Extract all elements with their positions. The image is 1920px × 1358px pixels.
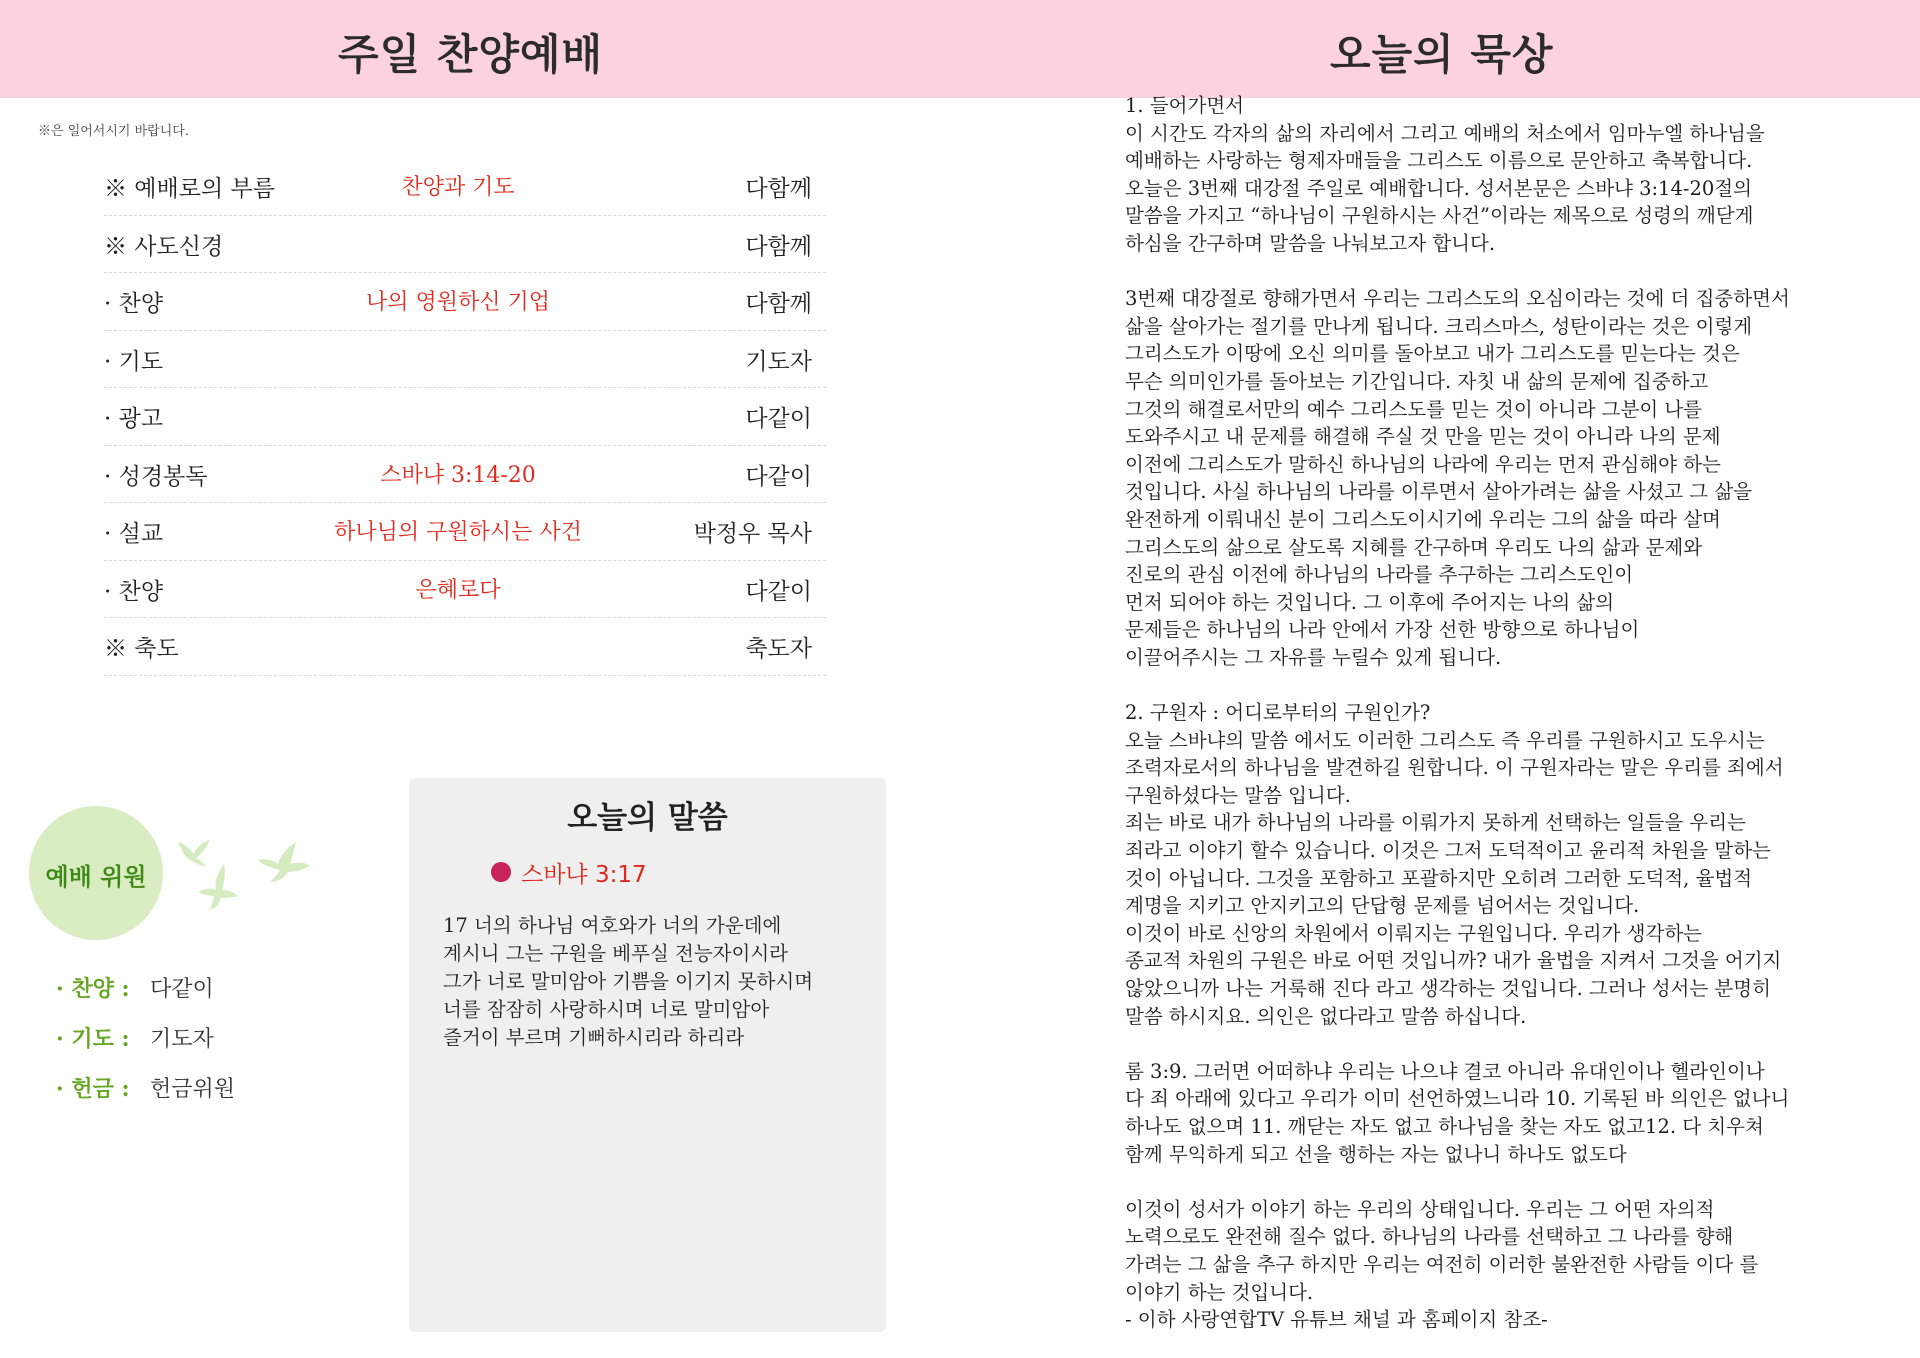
meditation-line: 다 죄 아래에 있다고 우리가 이미 선언하였느니라 10. 기록된 바 의인은 없나니 (1125, 1087, 1790, 1111)
order-leader: 다함께 (745, 291, 812, 317)
order-label: · 찬양 (104, 291, 164, 317)
order-row (104, 158, 826, 216)
order-label: · 설교 (104, 521, 164, 547)
order-title: 하나님의 구원하시는 사건 (334, 520, 582, 545)
meditation-line: 이것이 성서가 이야기 하는 우리의 상태입니다. 우리는 그 어떤 자의적 (1125, 1197, 1715, 1221)
meditation-title: 오늘의 묵상 (1330, 30, 1554, 79)
meditation-line: 2. 구원자 : 어디로부터의 구원인가? (1125, 701, 1431, 725)
meditation-line: 먼저 되어야 하는 것입니다. 그 이후에 주어지는 나의 삶의 (1125, 590, 1615, 614)
order-leader: 다함께 (745, 176, 812, 202)
meditation-line: 예배하는 사랑하는 형제자매들을 그리스도 이름으로 문안하고 축복합니다. (1125, 149, 1753, 173)
meditation-line: 죄라고 이야기 할수 있습니다. 이것은 그저 도덕적이고 윤리적 차원을 말하는 (1125, 839, 1771, 863)
staff-heading-circle (29, 806, 163, 940)
staff-name: 기도자 (150, 1027, 214, 1052)
staff-role: · 기도 : (56, 1026, 130, 1052)
order-row (104, 273, 826, 331)
order-label: · 성경봉독 (104, 463, 208, 490)
meditation-line: 1. 들어가면서 (1125, 94, 1244, 117)
meditation-line: 가려는 그 삶을 추구 하지만 우리는 여전히 이러한 불완전한 사람들 이다 를 (1125, 1252, 1759, 1276)
order-leader: 기도자 (745, 348, 812, 375)
staff-row (56, 972, 214, 1022)
meditation-line: 그리스도가 이땅에 오신 의미를 돌아보고 내가 그리스도를 믿는다는 것은 (1125, 342, 1740, 366)
meditation-line: 않았으니까 나는 거룩해 진다 라고 생각하는 것입니다. 그러나 성서는 분명히 (1125, 977, 1771, 1000)
staff-heading: 예배 위원 (45, 863, 147, 891)
meditation-line: 종교적 차원의 구원은 바로 어떤 것입니까? 내가 율법을 지켜서 그것을 어기지 (1125, 949, 1782, 973)
staff-role: · 찬양 : (56, 976, 130, 1002)
meditation-line: 이끌어주시는 그 자유를 누릴수 있게 됩니다. (1125, 645, 1502, 669)
order-title: 은혜로다 (415, 577, 501, 603)
verse-line: 너를 잠잠히 사랑하시며 너로 말미암아 (443, 998, 770, 1021)
meditation-line: 이것이 바로 신앙의 차원에서 이뤄지는 구원입니다. 우리가 생각하는 (1125, 921, 1703, 945)
meditation-line: 오늘은 3번째 대강절 주일로 예배합니다. 성서본문은 스바냐 3:14-20절의 (1125, 176, 1752, 200)
order-row (104, 388, 826, 446)
order-label: ※ 예배로의 부름 (104, 176, 275, 202)
verse-line: 그가 너로 말미암아 기쁨을 이기지 못하시며 (443, 970, 814, 993)
staff-list (56, 972, 236, 1122)
meditation-line: 이전에 그리스도가 말하신 하나님의 나라에 우리는 먼저 관심해야 하는 (1125, 452, 1721, 476)
meditation-line: 함께 무익하게 되고 선을 행하는 자는 없나니 하나도 없도다 (1125, 1142, 1627, 1166)
verse-reference: 스바냐 3:17 (521, 862, 647, 888)
order-leader: 다같이 (745, 463, 812, 490)
meditation-line: 것이 아닙니다. 그것을 포함하고 포괄하지만 오히려 그러한 도덕적, 율법적 (1125, 866, 1753, 890)
order-title: 찬양과 기도 (401, 175, 515, 200)
meditation-line: 오늘 스바냐의 말씀 에서도 이러한 그리스도 즉 우리를 구원하시고 도우시는 (1125, 728, 1765, 752)
meditation-line: 그것의 해결로서만의 예수 그리스도를 믿는 것이 아니라 그분이 나를 (1125, 397, 1703, 421)
meditation-line: 말씀을 가지고 “하나님이 구원하시는 사건”이라는 제목으로 성령의 깨닫게 (1125, 204, 1754, 228)
meditation-line: 계명을 지키고 안지키고의 단답형 문제를 넘어서는 것입니다. (1125, 894, 1640, 918)
meditation-line: 하심을 간구하며 말씀을 나눠보고자 합니다. (1125, 231, 1496, 255)
meditation-line: 죄는 바로 내가 하나님의 나라를 이뤄가지 못하게 선택하는 일들을 우리는 (1125, 811, 1746, 835)
meditation-line: 구원하셨다는 말씀 입니다. (1125, 783, 1351, 807)
order-leader: 다같이 (745, 578, 812, 605)
order-label: ※ 축도 (104, 636, 179, 662)
staff-name: 헌금위원 (150, 1077, 236, 1102)
bullet-dot-icon (491, 862, 511, 882)
order-label: ※ 사도신경 (104, 233, 224, 260)
meditation-line: 진로의 관심 이전에 하나님의 나라를 추구하는 그리스도인이 (1125, 563, 1634, 587)
staff-row (56, 1072, 236, 1122)
meditation-line: 이야기 하는 것입니다. (1125, 1280, 1314, 1304)
dove-icon (256, 840, 312, 884)
header-band (0, 0, 1920, 98)
todays-word-heading: 오늘의 말씀 (567, 800, 728, 836)
order-title: 스바냐 3:14-20 (380, 462, 536, 488)
order-label: · 기도 (104, 348, 164, 375)
paragraph-gap (1125, 1168, 1915, 1196)
staff-row (56, 1022, 214, 1072)
order-row (104, 216, 826, 274)
meditation-text (1125, 92, 1915, 1334)
order-row (104, 446, 826, 504)
dove-icon (194, 862, 240, 912)
worship-title: 주일 찬양예배 (338, 30, 604, 79)
worship-order-list (104, 158, 826, 676)
meditation-line: 완전하게 이뤄내신 분이 그리스도이시기에 우리는 그의 삶을 따라 살며 (1125, 507, 1721, 531)
verse-line: 17 너의 하나님 여호와가 너의 가운데에 (443, 914, 782, 937)
order-label: · 광고 (104, 406, 164, 432)
meditation-line: 이 시간도 각자의 삶의 자리에서 그리고 예배의 처소에서 임마누엘 하나님을 (1125, 121, 1765, 145)
verse-line: 즐거이 부르며 기뻐하시리라 하리라 (443, 1026, 745, 1049)
order-title: 나의 영원하신 기업 (365, 290, 551, 315)
order-label: · 찬양 (104, 578, 164, 605)
verse-text (443, 912, 883, 1052)
order-row (104, 331, 826, 389)
verse-line: 계시니 그는 구원을 베푸실 전능자이시라 (443, 942, 789, 965)
order-leader: 축도자 (745, 636, 812, 662)
order-leader: 다함께 (745, 233, 812, 260)
order-row (104, 561, 826, 619)
paragraph-gap (1125, 671, 1915, 699)
staff-name: 다같이 (150, 977, 214, 1002)
meditation-line: 노력으로도 완전해 질수 없다. 하나님의 나라를 선택하고 그 나라를 향해 (1125, 1225, 1734, 1249)
meditation-line: 조력자로서의 하나님을 발견하길 원합니다. 이 구원자라는 말은 우리를 죄에서 (1125, 756, 1784, 780)
staff-role: · 헌금 : (56, 1076, 130, 1102)
meditation-line: 삶을 살아가는 절기를 만나게 됩니다. 크리스마스, 성탄이라는 것은 이렇게 (1125, 314, 1753, 338)
order-row (104, 618, 826, 676)
meditation-line: 하나도 없으며 11. 깨닫는 자도 없고 하나님을 찾는 자도 없고12. 다 치우쳐 (1125, 1114, 1764, 1138)
meditation-line: 말씀 하시지요. 의인은 없다라고 말씀 하십니다. (1125, 1004, 1527, 1028)
paragraph-gap (1125, 1030, 1915, 1058)
order-row (104, 503, 826, 561)
order-leader: 다같이 (745, 406, 812, 432)
meditation-line: - 이하 사랑연합TV 유튜브 채널 과 홈페이지 참조- (1125, 1308, 1548, 1332)
standing-note: ※은 일어서시기 바랍니다. (38, 124, 189, 139)
meditation-line: 3번째 대강절로 향해가면서 우리는 그리스도의 오심이라는 것에 더 집중하면서 (1125, 287, 1790, 311)
meditation-line: 무슨 의미인가를 돌아보는 기간입니다. 자칫 내 삶의 문제에 집중하고 (1125, 369, 1709, 393)
meditation-line: 그리스도의 삶으로 살도록 지혜를 간구하며 우리도 나의 삶과 문제와 (1125, 535, 1703, 559)
paragraph-gap (1125, 258, 1915, 286)
meditation-line: 문제들은 하나님의 나라 안에서 가장 선한 방향으로 하나님이 (1125, 618, 1640, 642)
meditation-line: 도와주시고 내 문제를 해결해 주실 것 만을 믿는 것이 아니라 나의 문제 (1125, 425, 1721, 449)
meditation-line: 롬 3:9. 그러면 어떠하냐 우리는 나으냐 결코 아니라 유대인이나 헬라인이나 (1125, 1059, 1765, 1083)
todays-word-box (409, 778, 886, 1332)
meditation-line: 것입니다. 사실 하나님의 나라를 이루면서 살아가려는 삶을 사셨고 그 삶을 (1125, 480, 1753, 504)
order-leader: 박정우 목사 (693, 521, 812, 547)
